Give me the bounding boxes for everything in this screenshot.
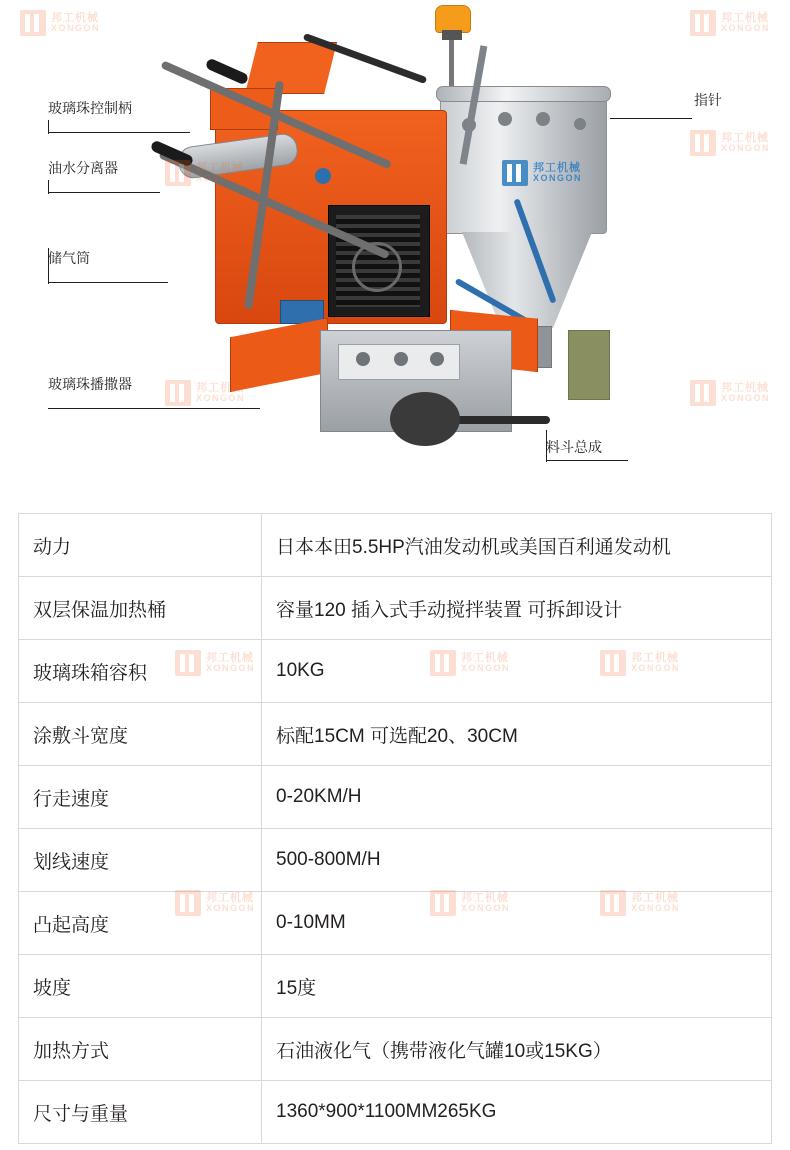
spec-key: 涂敷斗宽度 — [19, 703, 262, 766]
spec-value: 标配15CM 可选配20、30CM — [262, 703, 772, 766]
table-row — [19, 1018, 772, 1081]
leader-tick-1 — [48, 120, 49, 134]
beacon-light — [435, 5, 471, 33]
leader-line-3 — [48, 282, 168, 283]
watermark-brand-en: XONGON — [631, 663, 681, 674]
specification-table-body — [19, 514, 772, 1144]
leader-line-5 — [610, 118, 692, 119]
watermark-brand-en: XONGON — [461, 663, 511, 674]
callout-glass-bead-spreader: 玻璃珠播撒器 — [48, 376, 132, 392]
spec-value: 0-10MM — [262, 892, 772, 955]
front-wheel — [390, 392, 460, 446]
callout-air-storage-tank: 储气筒 — [48, 250, 90, 266]
watermark-brand-en: XONGON — [206, 663, 256, 674]
watermark-brand-en: XONGON — [206, 903, 256, 914]
spec-value: 500-800M/H — [262, 829, 772, 892]
table-row — [19, 892, 772, 955]
spec-key: 划线速度 — [19, 829, 262, 892]
specification-table-wrapper — [18, 513, 772, 1144]
watermark-brand-cn: 邦工机械 — [206, 651, 254, 664]
watermark-brand-cn: 邦工机械 — [461, 651, 509, 664]
hopper-assembly-foot — [568, 330, 610, 400]
leader-line-2 — [48, 192, 160, 193]
spec-value: 容量120 插入式手动搅拌装置 可拆卸设计 — [262, 577, 772, 640]
leader-line-4 — [48, 408, 260, 409]
beacon-base — [442, 30, 462, 40]
spec-key: 凸起高度 — [19, 892, 262, 955]
watermark-brand-en: XONGON — [461, 903, 511, 914]
glass-bead-tank-rim — [436, 86, 611, 102]
leader-line-6 — [546, 460, 628, 461]
watermark-brand-en: XONGON — [631, 903, 681, 914]
spec-value: 0-20KM/H — [262, 766, 772, 829]
tank-hole-3 — [536, 112, 550, 126]
watermark-logo — [690, 380, 770, 406]
die-bolt-3 — [430, 352, 444, 366]
spec-key: 尺寸与重量 — [19, 1081, 262, 1144]
watermark-brand-cn: 邦工机械 — [196, 161, 244, 174]
watermark-brand-en: XONGON — [721, 23, 771, 34]
table-row — [19, 1081, 772, 1144]
tank-hole-4 — [574, 118, 586, 130]
watermark-brand-en: XONGON — [196, 173, 246, 184]
spec-key: 坡度 — [19, 955, 262, 1018]
callout-glass-bead-control-handle: 玻璃珠控制柄 — [48, 100, 132, 116]
spec-key: 动力 — [19, 514, 262, 577]
callout-hopper-assembly: 料斗总成 — [546, 439, 602, 455]
orange-hopper-lid — [245, 42, 337, 94]
watermark-brand-cn: 邦工机械 — [721, 11, 769, 24]
table-row — [19, 829, 772, 892]
watermark-brand-cn: 邦工机械 — [51, 11, 99, 24]
spec-key: 行走速度 — [19, 766, 262, 829]
xongon-logo-mark — [690, 10, 716, 36]
xongon-logo-mark — [690, 130, 716, 156]
watermark-brand-cn: 邦工机械 — [196, 381, 244, 394]
table-row — [19, 703, 772, 766]
die-bolt-1 — [356, 352, 370, 366]
watermark-brand-cn: 邦工机械 — [206, 891, 254, 904]
watermark-brand-cn: 邦工机械 — [461, 891, 509, 904]
watermark-brand-en: XONGON — [196, 393, 246, 404]
watermark-brand-en: XONGON — [721, 143, 771, 154]
specification-table — [18, 513, 772, 1144]
spec-value: 日本本田5.5HP汽油发动机或美国百利通发动机 — [262, 514, 772, 577]
spec-value: 15度 — [262, 955, 772, 1018]
table-row — [19, 640, 772, 703]
watermark-brand-en: XONGON — [721, 393, 771, 404]
watermark-logo — [690, 10, 770, 36]
xongon-logo-mark — [690, 380, 716, 406]
watermark-logo — [20, 10, 100, 36]
glass-bead-spreader-left — [230, 318, 328, 392]
spec-value: 石油液化气（携带液化气罐10或15KG） — [262, 1018, 772, 1081]
table-row — [19, 514, 772, 577]
table-row — [19, 766, 772, 829]
product-illustration — [0, 0, 790, 500]
watermark-brand-en: XONGON — [51, 23, 101, 34]
spec-value: 10KG — [262, 640, 772, 703]
table-row — [19, 577, 772, 640]
watermark-brand-cn: 邦工机械 — [721, 131, 769, 144]
leader-line-1 — [48, 132, 190, 133]
table-row — [19, 955, 772, 1018]
callout-pointer: 指针 — [694, 92, 722, 108]
spec-key: 双层保温加热桶 — [19, 577, 262, 640]
spec-key: 玻璃珠箱容积 — [19, 640, 262, 703]
tank-logo: 邦工机械 XONGON — [502, 160, 582, 186]
watermark-brand-cn: 邦工机械 — [631, 651, 679, 664]
watermark-logo — [690, 130, 770, 156]
spec-key: 加热方式 — [19, 1018, 262, 1081]
watermark-brand-cn: 邦工机械 — [631, 891, 679, 904]
spec-value: 1360*900*1100MM265KG — [262, 1081, 772, 1144]
watermark-brand-cn: 邦工机械 — [721, 381, 769, 394]
xongon-logo-mark — [20, 10, 46, 36]
leader-tick-2 — [48, 180, 49, 194]
tank-hole-2 — [498, 112, 512, 126]
control-knob — [315, 168, 331, 184]
callout-oil-water-separator: 油水分离器 — [48, 160, 118, 176]
die-lever — [450, 416, 550, 424]
die-bolt-2 — [394, 352, 408, 366]
